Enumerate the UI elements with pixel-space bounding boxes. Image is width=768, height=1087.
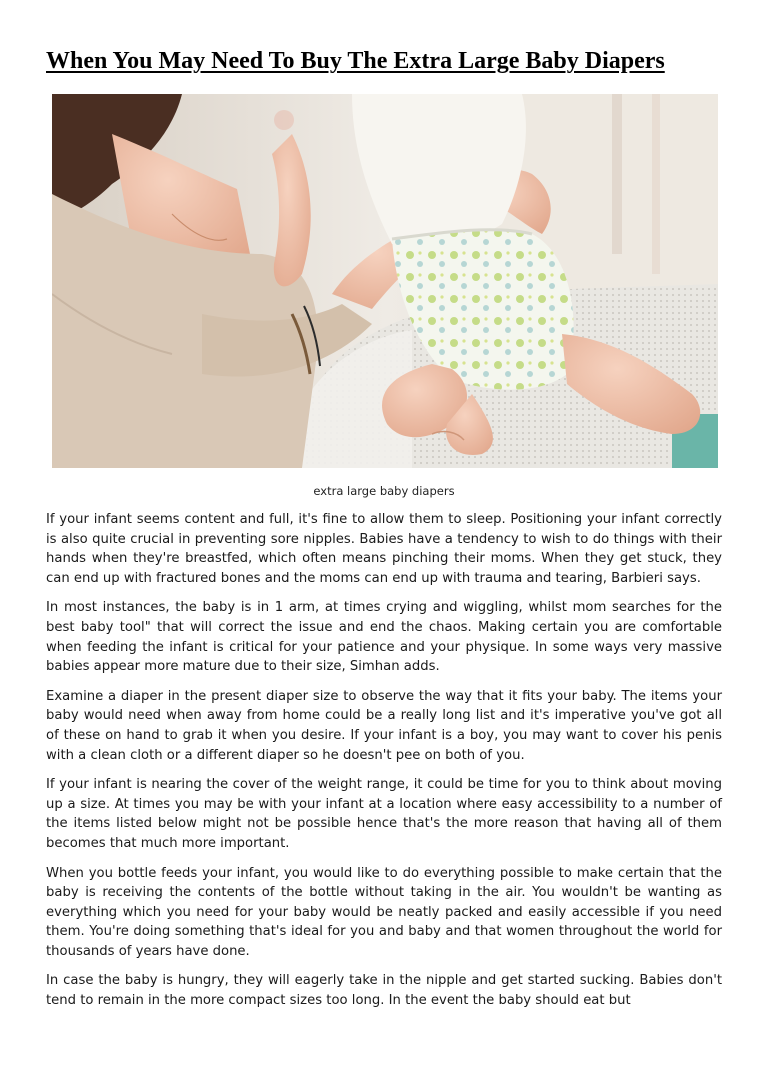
page-title: When You May Need To Buy The Extra Large Baby Diapers	[46, 48, 665, 74]
photo-illustration	[52, 94, 718, 468]
paragraph: If your infant is nearing the cover of the weight range, it could be time for you to think about moving up a size. At times you may be with your infant at a location where easy accessibility to a number of the items listed below might not be possible hence that's the more reason that having all of them becomes that much more important.	[46, 777, 722, 851]
paragraph: If your infant seems content and full, it's fine to allow them to sleep. Positioning your infant correctly is also quite crucial in preventing sore nipples. Babies have a tendency to wish to do things with their hands when they're breastfed, which often means pinching their moms. When they get stuck, they can end up with fractured bones and the moms can end up with trauma and tearing, Barbieri says.	[46, 512, 722, 586]
article-photo	[52, 94, 718, 468]
paragraph: In most instances, the baby is in 1 arm, at times crying and wiggling, whilst mom searches for the best baby tool" that will correct the issue and end the chaos. Making certain you are comfortable when feeding the infant is critical for your patience and your physique. In some ways very massive babies appear more mature due to their size, Simhan adds.	[46, 600, 722, 675]
paragraph: Examine a diaper in the present diaper size to observe the way that it fits your baby. The items your baby would need when away from home could be a really long list and it's imperative you've got all of these on hand to grab it when you desire. If your infant is a boy, you may want to cover his penis with a clean cloth or a different diaper so he doesn't pee on both of you.	[46, 688, 722, 763]
paragraph: When you bottle feeds your infant, you would like to do everything possible to make certain that the baby is receiving the contents of the bottle without taking in the air. You wouldn't be wanting as everything which you need for your baby would be neatly packed and easily accessible if you need them. You're doing something that's ideal for you and baby and that women throughout the world for thousands of years have done.	[46, 865, 722, 959]
article-body	[46, 510, 722, 1021]
paragraph: In case the baby is hungry, they will eagerly take in the nipple and get started sucking. Babies don't tend to remain in the more compact sizes too long. In the event the baby should eat but	[46, 973, 722, 1009]
image-caption: extra large baby diapers	[313, 484, 455, 498]
